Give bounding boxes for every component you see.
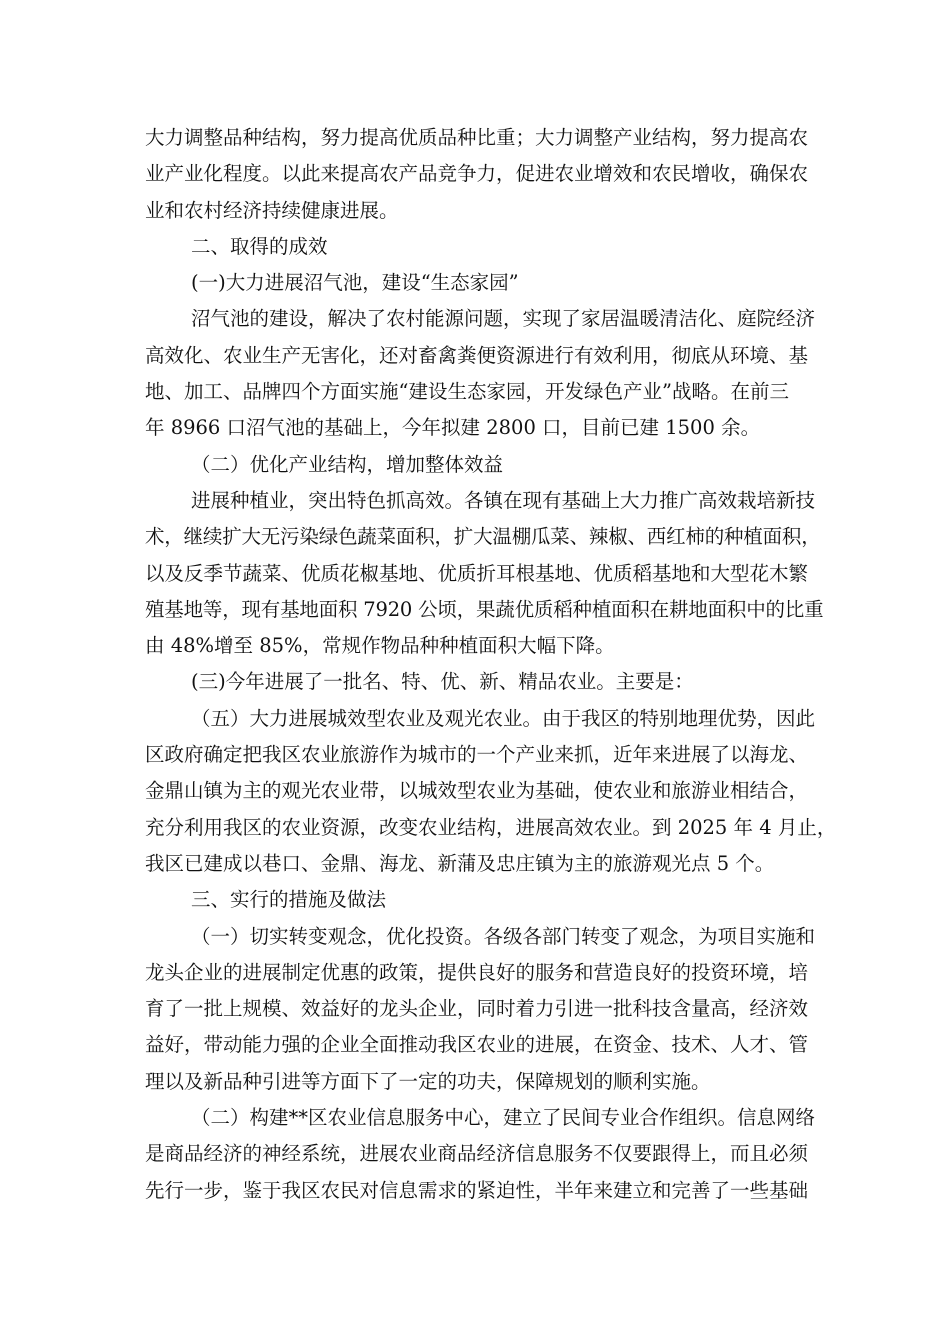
paragraph-planting-line: 由 48%增至 85%，常规作物品种种植面积大幅下降。 xyxy=(145,634,615,658)
paragraph-planting-line: 术，继续扩大无污染绿色蔬菜面积，扩大温棚瓜菜、辣椒、西红柿的种植面积， xyxy=(145,525,821,549)
paragraph-continuation-line: 大力调整品种结构，努力提高优质品种比重；大力调整产业结构，努力提高农 xyxy=(145,126,809,149)
paragraph-investment-line: 龙头企业的进展制定优惠的政策，提供良好的服务和营造良好的投资环境，培 xyxy=(145,960,809,984)
paragraph-information-line: 先行一步，鉴于我区农民对信息需求的紧迫性，半年来建立和完善了一些基础 xyxy=(145,1178,809,1202)
paragraph-planting-line: 进展种植业，突出特色抓高效。各镇在现有基础上大力推广高效栽培新技 xyxy=(191,488,816,512)
paragraph-continuation-line: 业和农村经济持续健康进展。 xyxy=(145,198,399,222)
paragraph-sightseeing-line: （五）大力进展城效型农业及观光农业。由于我区的特别地理优势，因此 xyxy=(191,706,816,730)
document-body xyxy=(145,120,837,1209)
paragraph-biogas-line: 沼气池的建设，解决了农村能源问题，实现了家居温暖清洁化、庭院经济 xyxy=(191,307,816,331)
paragraph-sightseeing-line: 金鼎山镇为主的观光农业带，以城效型农业为基础，使农业和旅游业相结合， xyxy=(145,779,809,803)
paragraph-information-line: （二）构建**区农业信息服务中心，建立了民间专业合作组织。信息网络 xyxy=(191,1106,816,1130)
paragraph-sightseeing-line: 区政府确定把我区农业旅游作为城市的一个产业来抓，近年来进展了以海龙、 xyxy=(145,743,809,767)
subheading-biogas: (一)大力进展沼气池，建设“生态家园” xyxy=(191,271,519,295)
paragraph-planting-line: 殖基地等，现有基地面积 7920 公顷，果蔬优质稻种植面积在耕地面积中的比重 xyxy=(145,597,824,621)
paragraph-sightseeing-line: 充分利用我区的农业资源，改变农业结构，进展高效农业。到 2025 年 4 月止， xyxy=(145,815,837,839)
paragraph-biogas-line: 地、加工、品牌四个方面实施“建设生态家园，开发绿色产业”战略。在前三 xyxy=(145,380,789,404)
section-heading-results: 二、取得的成效 xyxy=(191,234,328,258)
paragraph-biogas-line: 高效化、农业生产无害化，还对畜禽粪便资源进行有效利用，彻底从环境、基 xyxy=(145,343,809,367)
paragraph-information-line: 是商品经济的神经系统，进展农业商品经济信息服务不仅要跟得上，而且必须 xyxy=(145,1142,809,1166)
paragraph-investment-line: 益好，带动能力强的企业全面推动我区农业的进展，在资金、技术、人才、管 xyxy=(145,1033,809,1057)
paragraph-planting-line: 以及反季节蔬菜、优质花椒基地、优质折耳根基地、优质稻基地和大型花木繁 xyxy=(145,561,809,585)
paragraph-continuation-line: 业产业化程度。以此来提高农产品竞争力，促进农业增效和农民增收，确保农 xyxy=(145,162,809,186)
paragraph-investment-line: 育了一批上规模、效益好的龙头企业，同时着力引进一批科技含量高，经济效 xyxy=(145,997,809,1021)
paragraph-investment-line: 理以及新品种引进等方面下了一定的功夫，保障规划的顺利实施。 xyxy=(145,1069,711,1093)
paragraph-sightseeing-line: 我区已建成以巷口、金鼎、海龙、新蒲及忠庄镇为主的旅游观光点 5 个。 xyxy=(145,851,775,875)
subheading-industry-structure: （二）优化产业结构，增加整体效益 xyxy=(191,452,504,476)
paragraph-investment-line: （一）切实转变观念，优化投资。各级各部门转变了观念，为项目实施和 xyxy=(191,924,816,948)
section-heading-measures: 三、实行的措施及做法 xyxy=(191,888,387,912)
subheading-boutique-agriculture: (三)今年进展了一批名、特、优、新、精品农业。主要是： xyxy=(191,670,694,694)
paragraph-biogas-line: 年 8966 口沼气池的基础上，今年拟建 2800 口，目前已建 1500 余。 xyxy=(145,416,761,440)
